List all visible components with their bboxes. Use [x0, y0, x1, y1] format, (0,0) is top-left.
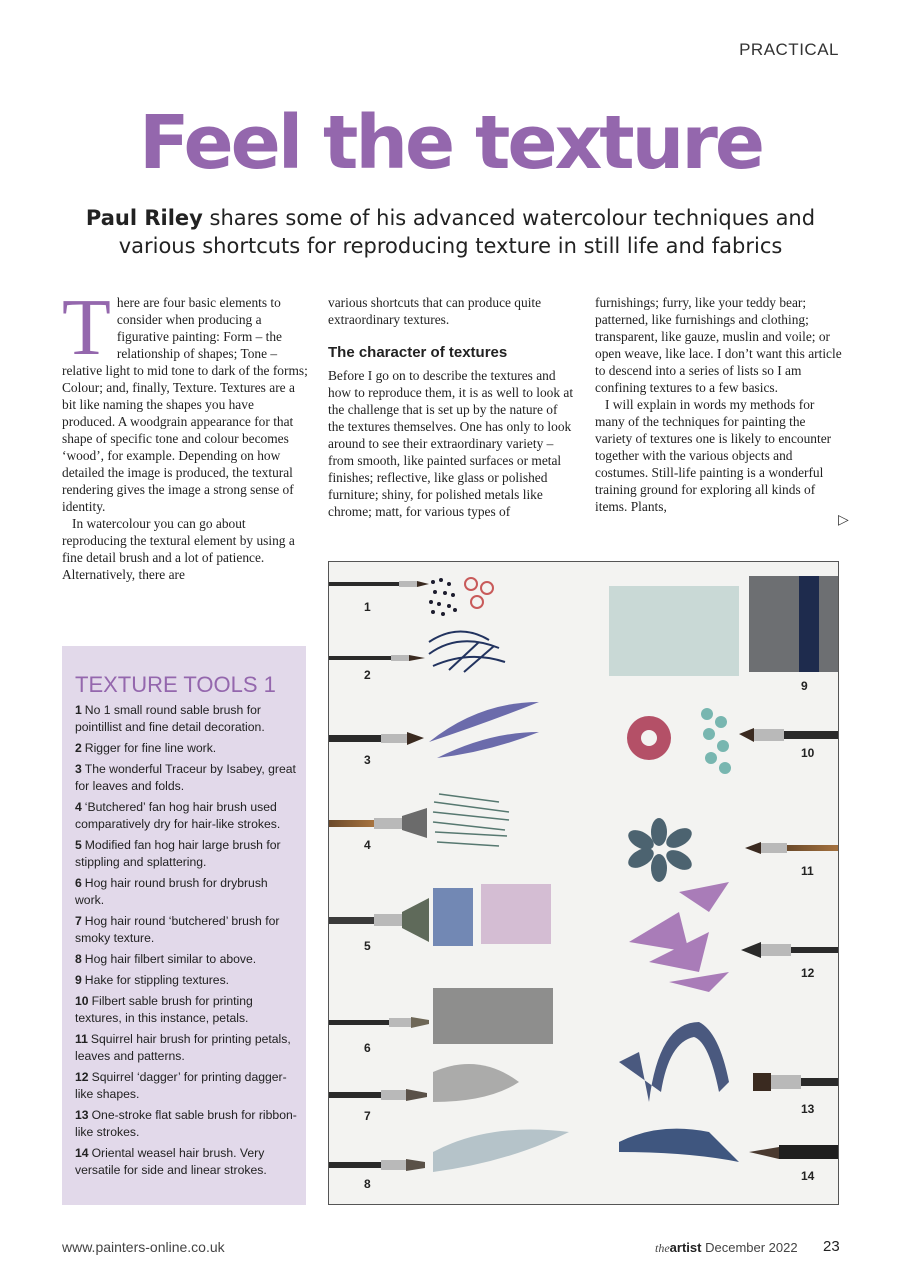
drop-cap: T: [62, 284, 111, 372]
brush-label: 3: [364, 753, 371, 767]
tool-item: 14 Oriental weasel hair brush. Very versatile for side and linear strokes.: [75, 1146, 267, 1177]
tool-item: 2 Rigger for fine line work.: [75, 741, 217, 755]
paragraph: various shortcuts that can produce quite extraordinary textures.: [328, 295, 542, 327]
tool-item: 11 Squirrel hair brush for printing petals, leaves and patterns.: [75, 1032, 291, 1063]
brush-8: [329, 1159, 425, 1171]
brush-strokes-illustration: [329, 562, 839, 1205]
stroke-10-petals: [627, 708, 731, 774]
stroke-6-drybrush: [433, 988, 553, 1044]
brush-label: 2: [364, 668, 371, 682]
brush-6: [329, 1017, 429, 1028]
standfirst: [70, 204, 831, 260]
brush-1: [329, 581, 429, 587]
brush-14: [749, 1145, 839, 1159]
brush-5: [329, 898, 429, 942]
tool-item: 10 Filbert sable brush for printing textures, in this instance, petals.: [75, 994, 253, 1025]
section-tag: PRACTICAL: [739, 40, 839, 59]
tool-item: 12 Squirrel ‘dagger’ for printing dagger-like shapes.: [75, 1070, 287, 1101]
stroke-9-stipple: [609, 586, 739, 676]
tool-item: 8 Hog hair filbert similar to above.: [75, 952, 257, 966]
texture-tools-box: [62, 646, 306, 1205]
stroke-13-ribbon: [619, 1022, 729, 1102]
tools-list: [75, 702, 297, 1183]
tool-item: 13 One-stroke flat sable brush for ribbon-like strokes.: [75, 1108, 297, 1139]
section-heading: The character of textures: [328, 344, 508, 361]
body-column-1: [62, 284, 310, 583]
tool-item: 1 No 1 small round sable brush for pointillist and fine detail decoration.: [75, 703, 265, 734]
brush-label: 9: [801, 679, 808, 693]
brush-10: [739, 728, 839, 742]
paragraph: Before I go on to describe the textures and how to reproduce them, it is as well to look at the challenge that is set up by the nature of the textures themselves. One has only to look around to see their extraordinary variety – from smooth, like painted surfaces or metal finishes; reflective, like glass or polished furniture; shiny, for polished metals like chrome; matt, for various types of: [328, 368, 574, 519]
issue-date: December 2022: [705, 1240, 798, 1255]
triangle-right-icon: ▷: [838, 512, 849, 528]
tool-item: 9 Hake for stippling textures.: [75, 973, 230, 987]
brush-label: 10: [801, 746, 815, 760]
brush-12: [741, 942, 839, 958]
brush-label: 1: [364, 600, 371, 614]
footer-url[interactable]: www.painters-online.co.uk: [62, 1239, 225, 1255]
brush-label: 11: [801, 864, 814, 878]
stroke-1-flowers: [465, 578, 493, 608]
brush-label: 13: [801, 1102, 815, 1116]
brush-7: [329, 1089, 427, 1101]
brush-4: [329, 808, 427, 838]
brush-label: 5: [364, 939, 371, 953]
sidebar-heading: TEXTURE TOOLS 1: [75, 672, 276, 697]
tool-item: 7 Hog hair round ‘butchered’ brush for smoky texture.: [75, 914, 280, 945]
brush-2: [329, 655, 425, 661]
stroke-7-smoky: [433, 1064, 519, 1102]
page-title: Feel the texture: [138, 100, 763, 186]
brush-label: 12: [801, 966, 815, 980]
tool-item: 5 Modified fan hog hair large brush for stippling and splattering.: [75, 838, 281, 869]
standfirst-text: shares some of his advanced watercolour techniques and various shortcuts for reproducing texture in still life and fabrics: [118, 206, 816, 258]
brush-label: 6: [364, 1041, 371, 1055]
paragraph: here are four basic elements to consider when producing a figurative painting: Form – the relationship of shapes; Tone – relative light to mid tone to dark of the forms; Colour; and, finally, Texture. Textures are a bit like naming the shapes you have produced. A woodgrain appearance for that shape of specific tone and colour becomes ‘wood’, for example. Depending on how detailed the image is produced, the textural rendering gives the image a strong sense of identity.: [62, 295, 308, 514]
magazine-logo-the: the: [655, 1241, 670, 1255]
stroke-1-dots: [429, 578, 457, 616]
stroke-5-stipple: [433, 888, 473, 946]
paragraph: furnishings; furry, like your teddy bear; patterned, like furnishings and clothing; transparent, like gauze, muslin and voile; or open weave, like lace. I don’t want this article to descend into a series of lists so I am confining textures to a few basics.: [595, 295, 842, 395]
brush-label: 7: [364, 1109, 371, 1123]
stroke-12-daggers: [629, 882, 729, 992]
page-number: 23: [823, 1238, 840, 1255]
author-name: Paul Riley: [85, 206, 203, 230]
paragraph: I will explain in words my methods for many of the techniques for painting the variety of textures one is likely to encounter together with the various objects and costumes. Still-life painting is a wonderful training ground for exploring all kinds of items. Plants,: [595, 397, 832, 514]
paragraph: In watercolour you can go about reproducing the textural element by using a fine detail brush and a lot of patience. Alternatively, there are: [62, 516, 295, 582]
magazine-logo-name: artist: [669, 1240, 702, 1255]
stroke-4-hair: [433, 794, 509, 846]
brushes-photo: [328, 561, 839, 1205]
brush-13: [753, 1073, 839, 1091]
stroke-11-flower: [625, 818, 695, 882]
brush-9: [749, 576, 839, 672]
stroke-14-linear: [619, 1129, 739, 1162]
brush-3: [329, 732, 424, 745]
tool-item: 6 Hog hair round brush for drybrush work.: [75, 876, 268, 907]
tool-item: 3 The wonderful Traceur by Isabey, great for leaves and folds.: [75, 762, 296, 793]
stroke-8-waves: [433, 1130, 569, 1173]
stroke-3-leaves: [429, 702, 539, 758]
brush-11: [745, 842, 839, 854]
brush-label: 4: [364, 838, 371, 852]
magazine-footer: [655, 1240, 798, 1256]
body-column-3: [595, 294, 843, 515]
stroke-2-lines: [429, 631, 505, 672]
brush-label: 8: [364, 1177, 371, 1191]
body-column-2: [328, 294, 576, 520]
brush-label: 14: [801, 1169, 815, 1183]
stroke-5-splatter: [481, 884, 551, 944]
tool-item: 4 ‘Butchered’ fan hog hair brush used comparatively dry for hair-like strokes.: [75, 800, 281, 831]
